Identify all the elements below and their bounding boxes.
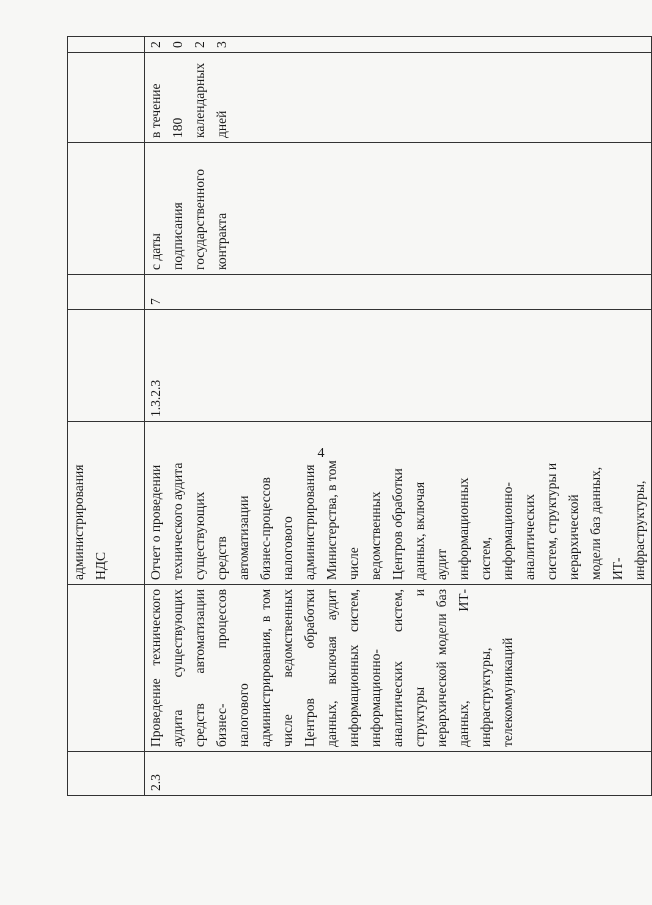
line: дней (214, 110, 229, 138)
line: государственного (192, 169, 207, 270)
cell-count (68, 275, 145, 310)
task-text: информационно- (368, 649, 383, 747)
line: средств (214, 536, 229, 580)
document-table (67, 36, 652, 796)
task-text: систем, (346, 589, 361, 633)
task-text: иерархической модели (434, 613, 449, 747)
line: с даты (148, 233, 163, 270)
task-text: Проведение технического аудита (148, 589, 185, 747)
line: инфраструктуры, (632, 480, 647, 580)
cell-duration (68, 53, 145, 143)
line: систем, структуры и (544, 462, 559, 580)
line: аудит (434, 548, 449, 580)
task-text: телекоммуникаций (500, 637, 515, 747)
task-text: структуры и (412, 589, 427, 747)
line: информационно- (500, 482, 515, 580)
task-text: том числе (258, 589, 295, 747)
task-text: автоматизации бизнес- (192, 589, 229, 747)
line: контракта (214, 212, 229, 270)
line: ИТ- (610, 557, 625, 580)
line: 180 (170, 117, 185, 138)
cell-number (68, 752, 145, 796)
table-row (145, 37, 652, 796)
task-text: аналитических систем, (390, 589, 405, 747)
cell-task (68, 585, 145, 752)
task-text: данных, включая аудит (324, 589, 339, 747)
line: информационных (456, 477, 471, 580)
task-text: Центров обработки (302, 589, 317, 747)
line: существующих (192, 491, 207, 580)
task-text: баз данных, ИТ- (434, 589, 471, 747)
cell-number: 2.3 (145, 752, 652, 796)
line: Центров обработки (390, 468, 405, 580)
cell-code: 1.3.2.3 (145, 310, 652, 422)
line: данных, включая (412, 481, 427, 580)
line: систем, (478, 536, 493, 580)
line: ведомственных (368, 491, 383, 580)
line: НДС (93, 552, 108, 580)
line: модели баз данных, (588, 466, 603, 580)
line: налогового (280, 516, 295, 580)
cell-task (145, 585, 652, 752)
task-text: существующих средств (170, 589, 207, 747)
line: Министерства, в том (324, 460, 339, 580)
task-text: администрирования, в (258, 615, 273, 747)
cell-result (145, 422, 652, 585)
cell-start (145, 143, 652, 275)
task-text: инфраструктуры, (478, 647, 493, 747)
line: подписания (170, 202, 185, 270)
line: бизнес-процессов (258, 477, 273, 580)
line: аналитических (522, 493, 537, 580)
line: в течение (148, 83, 163, 138)
line: администрирования (302, 464, 317, 580)
line: Отчет о проведении (148, 464, 163, 580)
task-text: информационных (346, 644, 361, 747)
line: календарных (192, 62, 207, 138)
line: автоматизации (236, 495, 251, 580)
rotated-table-container (67, 37, 647, 796)
line: администрирования (71, 464, 86, 580)
cell-duration (145, 53, 652, 143)
cell-result (68, 422, 145, 585)
line: технического аудита (170, 462, 185, 580)
table-continuation-row (68, 37, 145, 796)
task-text: процессов налогового (214, 589, 251, 747)
cell-code (68, 310, 145, 422)
cell-count: 7 (145, 275, 652, 310)
task-text: ведомственных (280, 589, 295, 678)
line: числе (346, 547, 361, 580)
cell-year (68, 37, 145, 53)
page-number: 4 (317, 446, 325, 461)
line: иерархической (566, 494, 581, 580)
cell-year: 2023 (145, 37, 652, 53)
cell-start (68, 143, 145, 275)
